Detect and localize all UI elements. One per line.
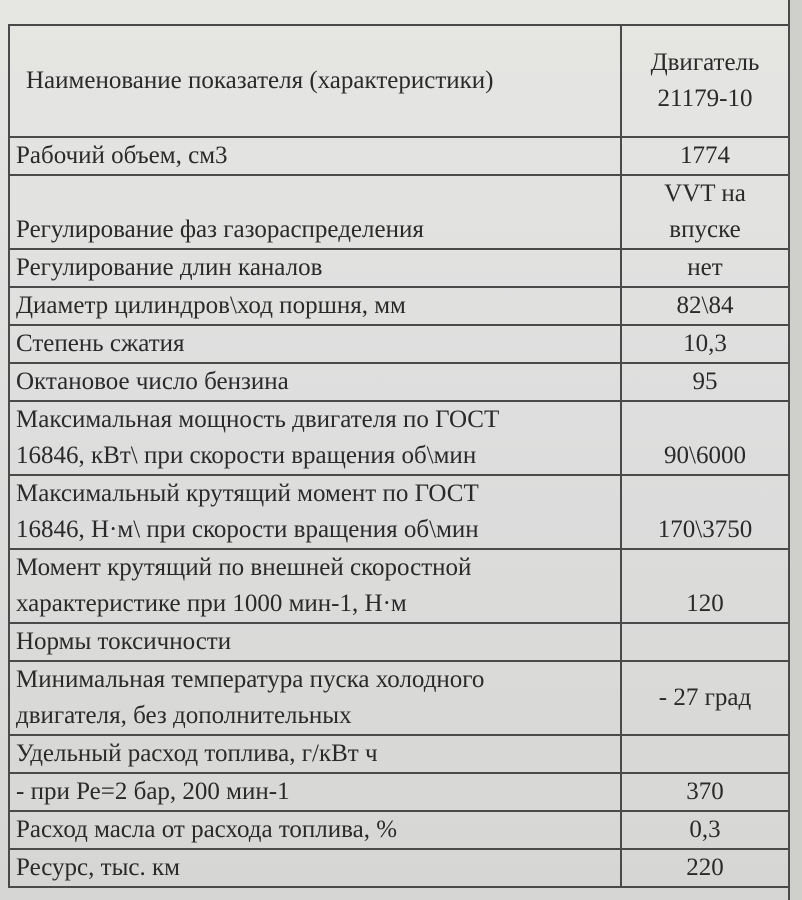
row-value: - 27 град [621,661,789,735]
row-label: Степень сжатия [9,325,621,363]
row-label-line: Момент крутящий по внешней скоростной [16,554,472,581]
row-label-line: 16846, кВт\ при скорости вращения об\мин [16,442,477,469]
table-header-row [9,25,789,137]
table-row [9,849,789,887]
row-label [9,549,621,623]
row-value: 0,3 [621,811,789,849]
row-label-line: двигателя, без дополнительных [16,702,352,729]
row-value: 82\84 [621,287,789,325]
row-label: Нормы токсичности [9,623,621,661]
row-value-line: впуске [669,216,741,243]
row-label: Удельный расход топлива, г/кВт ч [9,735,621,773]
header-value-line: Двигатель [650,49,760,76]
row-value [621,175,789,249]
row-label [9,401,621,475]
row-label [9,475,621,549]
table-row [9,401,789,475]
row-value [621,623,789,661]
row-value: 95 [621,363,789,401]
row-label: Регулирование фаз газораспределения [9,175,621,249]
row-label: Расход масла от расхода топлива, % [9,811,621,849]
row-label-line: Минимальная температура пуска холодного [16,666,485,693]
row-value: 10,3 [621,325,789,363]
row-label: Ресурс, тыс. км [9,849,621,887]
table-row [9,735,789,773]
engine-spec-table [8,24,790,888]
table-row [9,811,789,849]
table-row [9,475,789,549]
table-row [9,549,789,623]
table-row [9,249,789,287]
row-label-line: характеристике при 1000 мин-1, Н·м [16,590,407,617]
row-value: 1774 [621,137,789,175]
row-label: Рабочий объем, см3 [9,137,621,175]
row-label: Диаметр цилиндров\ход поршня, мм [9,287,621,325]
adjacent-column-edge [788,0,802,900]
row-value-line: VVT на [664,180,746,207]
table-row [9,363,789,401]
header-value-cell [621,25,789,137]
row-label: - при Ре=2 бар, 200 мин-1 [9,773,621,811]
row-value: 90\6000 [621,401,789,475]
row-label: Регулирование длин каналов [9,249,621,287]
row-label-line: Максимальный крутящий момент по ГОСТ [16,480,479,507]
row-label: Октановое число бензина [9,363,621,401]
row-label [9,661,621,735]
row-value: нет [621,249,789,287]
row-value [621,735,789,773]
row-value: 170\3750 [621,475,789,549]
row-value: 220 [621,849,789,887]
row-label-line: 16846, Н·м\ при скорости вращения об\мин [16,516,479,543]
table-row [9,175,789,249]
table-row [9,661,789,735]
header-value-line: 21179-10 [657,85,753,112]
row-value: 120 [621,549,789,623]
table-row [9,287,789,325]
header-label-cell: Наименование показателя (характеристики) [9,25,621,137]
table-row [9,773,789,811]
table-row [9,325,789,363]
table-row [9,623,789,661]
table-row [9,137,789,175]
row-label-line: Максимальная мощность двигателя по ГОСТ [16,406,500,433]
row-value: 370 [621,773,789,811]
